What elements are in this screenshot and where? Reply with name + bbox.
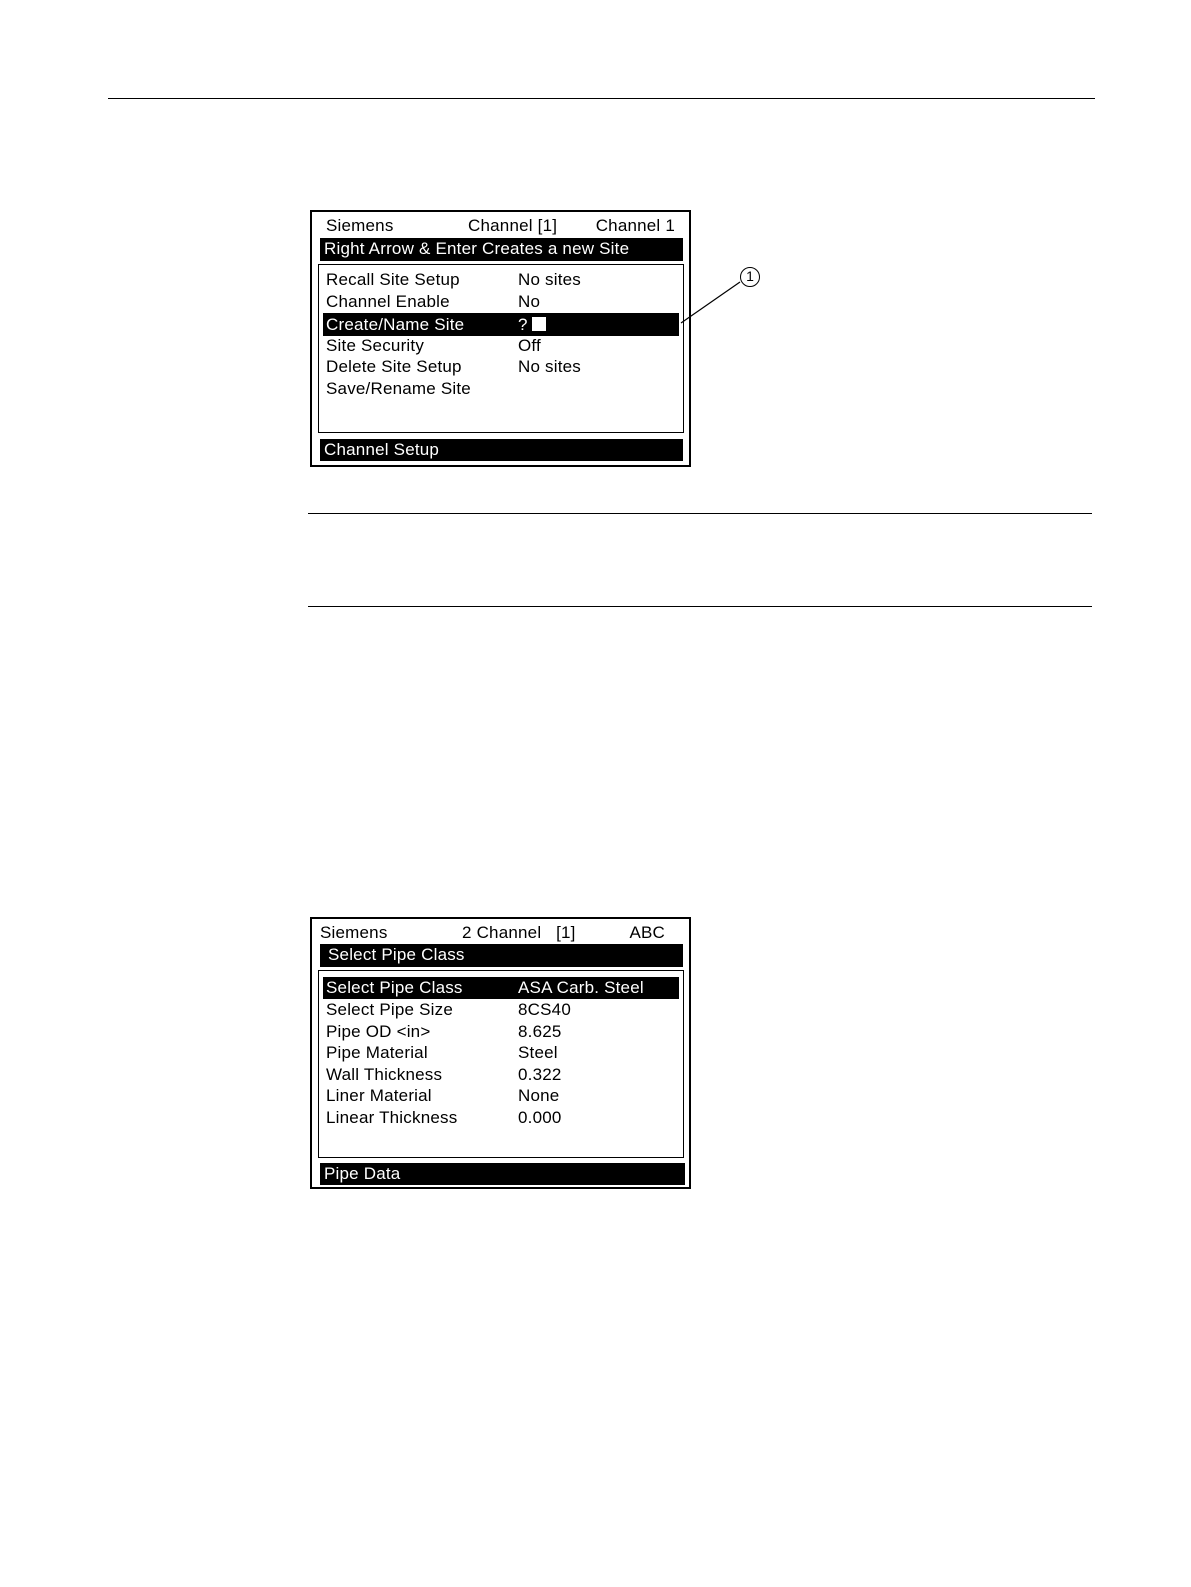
header-site-name: ABC	[629, 923, 665, 942]
callout-number: 1	[740, 267, 760, 287]
menu-row-label: Delete Site Setup	[326, 357, 462, 376]
menu-row-value: No	[518, 292, 541, 311]
menu-row-site-security[interactable]	[323, 335, 679, 356]
text-cursor-icon	[532, 317, 546, 331]
menu-row-label: Save/Rename Site	[326, 379, 471, 398]
menu-row-value: None	[518, 1086, 560, 1105]
menu-row-label: Wall Thickness	[326, 1065, 443, 1084]
prompt-bar: Select Pipe Class	[320, 944, 683, 967]
menu-list	[318, 970, 684, 1158]
menu-row-select-pipe-class[interactable]	[323, 977, 679, 999]
menu-row-label: Create/Name Site	[326, 315, 465, 334]
menu-row-channel-enable[interactable]	[323, 291, 679, 312]
menu-row-delete-site-setup[interactable]	[323, 356, 679, 377]
menu-row-linear-thickness[interactable]	[323, 1107, 679, 1128]
section-rule-upper	[308, 513, 1092, 514]
header-channel-name: Channel 1	[595, 216, 675, 235]
header-brand: Siemens	[320, 923, 388, 942]
menu-list	[318, 264, 684, 433]
menu-row-value: ASA Carb. Steel	[518, 978, 644, 997]
pipe-data-screen	[310, 917, 691, 1189]
menu-row-value: Off	[518, 336, 541, 355]
menu-row-label: Select Pipe Class	[326, 978, 463, 997]
menu-row-save-rename-site[interactable]	[323, 378, 679, 399]
menu-row-label: Recall Site Setup	[326, 270, 460, 289]
menu-row-label: Channel Enable	[326, 292, 450, 311]
menu-row-label: Pipe OD <in>	[326, 1022, 431, 1041]
menu-row-label: Select Pipe Size	[326, 1000, 453, 1019]
menu-row-value: 0.322	[518, 1065, 562, 1084]
menu-row-liner-material[interactable]	[323, 1085, 679, 1106]
menu-row-label: Linear Thickness	[326, 1108, 458, 1127]
footer-bar: Channel Setup	[320, 439, 683, 461]
text-entry-prompt: ?	[518, 315, 528, 334]
menu-row-value	[518, 313, 546, 336]
menu-row-pipe-material[interactable]	[323, 1042, 679, 1063]
menu-row-wall-thickness[interactable]	[323, 1064, 679, 1085]
header-channel-indicator: 2 Channel [1]	[462, 923, 576, 942]
menu-row-label: Pipe Material	[326, 1043, 428, 1062]
section-rule-lower	[308, 606, 1092, 607]
menu-row-value: No sites	[518, 270, 582, 289]
menu-row-recall-site-setup[interactable]	[323, 269, 679, 290]
menu-row-label: Site Security	[326, 336, 425, 355]
header-channel-indicator: Channel [1]	[468, 216, 558, 235]
footer-bar: Pipe Data	[320, 1163, 685, 1185]
menu-row-value: Steel	[518, 1043, 558, 1062]
menu-row-pipe-od[interactable]	[323, 1021, 679, 1042]
menu-row-label: Liner Material	[326, 1086, 432, 1105]
menu-row-value: 8.625	[518, 1022, 562, 1041]
menu-row-value: 8CS40	[518, 1000, 571, 1019]
header-brand: Siemens	[326, 216, 394, 235]
menu-row-create-name-site[interactable]	[323, 313, 679, 336]
menu-row-select-pipe-size[interactable]	[323, 999, 679, 1020]
menu-row-value: 0.000	[518, 1108, 562, 1127]
prompt-bar: Right Arrow & Enter Creates a new Site	[320, 238, 683, 261]
channel-setup-screen	[310, 210, 691, 467]
menu-row-value: No sites	[518, 357, 582, 376]
page-top-rule	[108, 98, 1095, 99]
